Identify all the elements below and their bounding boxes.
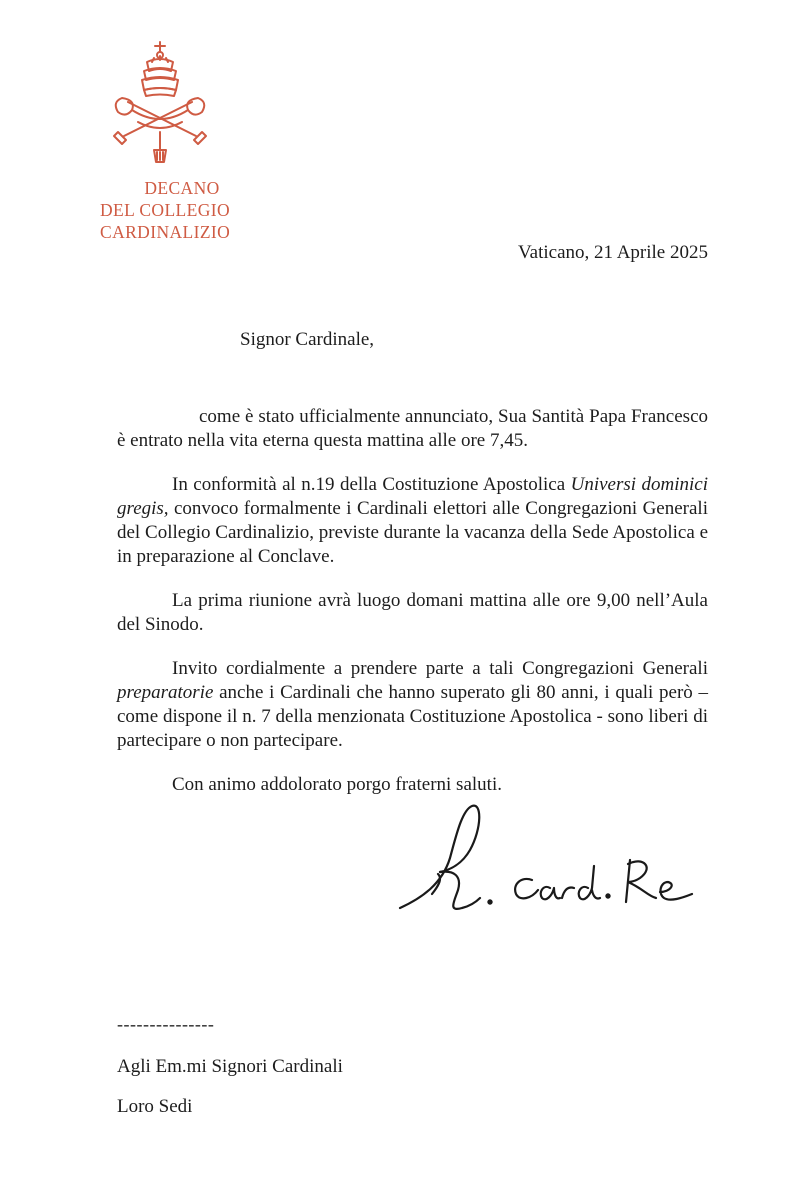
paragraph-invitation: [117, 657, 708, 753]
office-title: DECANO: [144, 178, 220, 198]
paragraph-announcement: come è stato ufficialmente annunciato, Sua Santità Papa Francesco è entrato nella vita eterna questa mattina alle ore 7,45.: [117, 406, 708, 451]
text-run: anche i Cardinali che hanno superato gli 80 anni, i quali però – come dispone il n. 7 della menzionata Costituzione Apostolica - sono liberi di partecipare o non partecipare.: [117, 682, 708, 751]
letter-body: [117, 405, 708, 797]
recipient-line: Agli Em.mi Signori Cardinali: [117, 1056, 343, 1077]
document-title-italic: Universi dominici gregis,: [117, 474, 708, 519]
paragraph-closing: Con animo addolorato porgo fraterni saluti.: [172, 774, 502, 795]
italic-term: preparatorie: [117, 682, 214, 703]
text-run: Invito cordialmente a prendere parte a tali Congregazioni Generali: [172, 658, 708, 679]
paragraph-convocation: [117, 473, 708, 569]
separator-line: ---------------: [117, 1014, 215, 1034]
office-subtitle: DEL COLLEGIO CARDINALIZIO: [100, 200, 231, 242]
handwritten-signature-icon: [392, 798, 712, 924]
papal-coat-of-arms-icon: [104, 40, 216, 164]
paragraph-first-meeting: La prima riunione avrà luogo domani mattina alle ore 9,00 nell’Aula del Sinodo.: [117, 590, 708, 635]
issuing-office: [100, 177, 320, 243]
text-run: In conformità al n.19 della Costituzione Apostolica: [172, 474, 571, 495]
text-run: convoco formalmente i Cardinali elettori alle Congregazioni Generali del Collegio Cardinalizio, previste durante la vacanza della Sede Apostolica e in preparazione al Conclave.: [117, 498, 708, 567]
recipient-location: Loro Sedi: [117, 1096, 193, 1117]
letter-date: Vaticano, 21 Aprile 2025: [518, 242, 708, 263]
salutation: Signor Cardinale,: [240, 329, 375, 350]
